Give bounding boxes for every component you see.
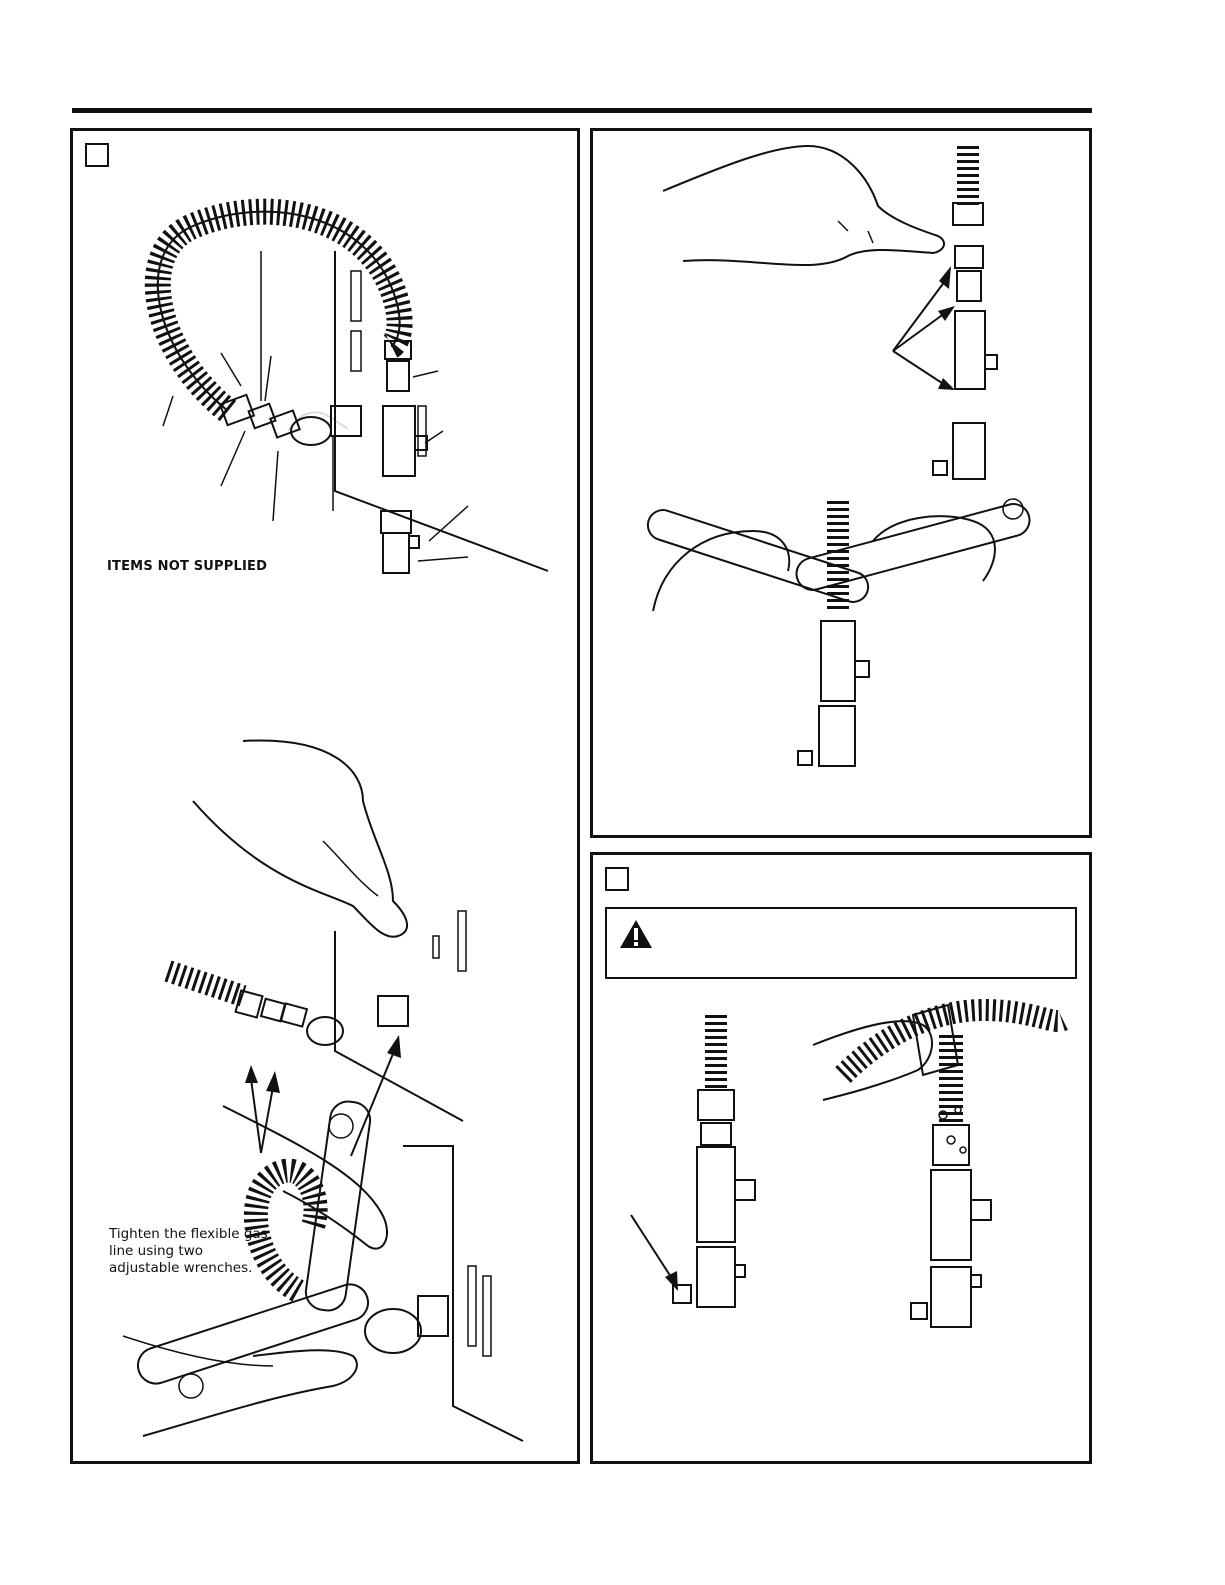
leak-test-illustration (803, 1005, 1083, 1465)
left-panel (70, 128, 580, 1464)
shutoff-valve-illustration (623, 1015, 823, 1465)
sealant-threads-illustration (593, 131, 1095, 491)
warning-triangle-icon (619, 919, 653, 949)
vertical-wrenches-illustration (593, 491, 1095, 841)
apply-sealant-illustration (73, 731, 583, 1051)
step-checkbox-icon (605, 867, 629, 891)
top-rule (72, 108, 1092, 113)
right-top-panel (590, 128, 1092, 838)
gas-line-assembly-illustration (73, 131, 583, 631)
tighten-note: Tighten the flexible gas line using two adjustable wrenches. (109, 1226, 268, 1276)
tighten-wrenches-illustration (73, 1106, 583, 1466)
items-not-supplied-label: ITEMS NOT SUPPLIED (107, 559, 268, 574)
right-bottom-panel (590, 852, 1092, 1464)
warning-box (605, 907, 1077, 979)
